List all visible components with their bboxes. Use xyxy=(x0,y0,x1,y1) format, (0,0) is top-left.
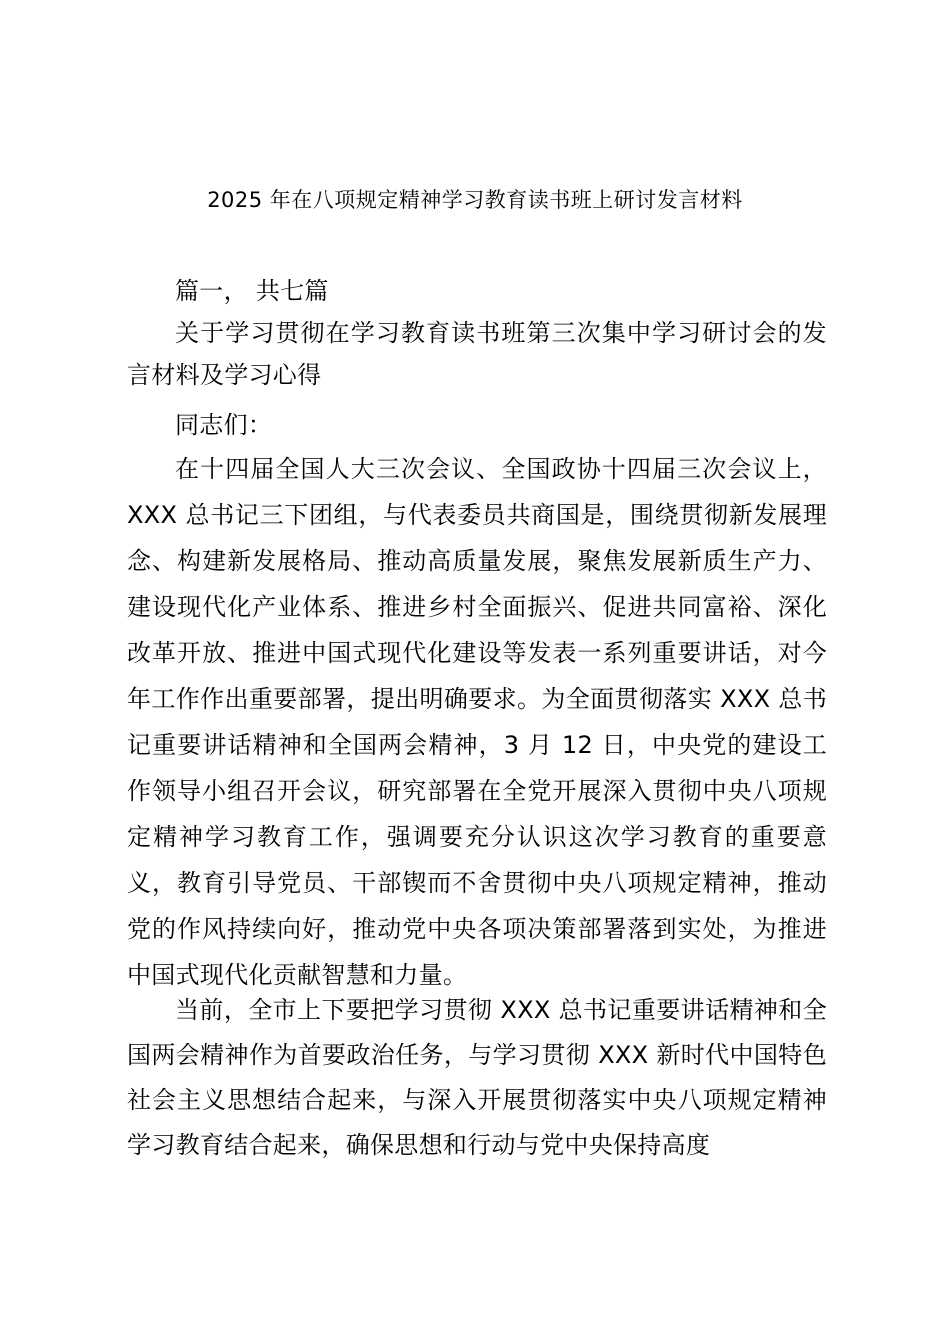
subtitle-block xyxy=(127,312,827,396)
paragraph-2-block xyxy=(127,988,827,1168)
greeting-block xyxy=(127,404,827,446)
series-label-block xyxy=(127,270,827,312)
series-label: 篇一， 共七篇 xyxy=(175,277,329,305)
paragraph-2: 当前，全市上下要把学习贯彻 XXX 总书记重要讲话精神和全国两会精神作为首要政治任务，与学习贯彻 XXX 新时代中国特色社会主义思想结合起来，与深入开展贯彻落实中央八项规定精神学习教育结合起来，确保思想和行动与党中央保持高度 xyxy=(127,996,827,1159)
paragraph-1: 在十四届全国人大三次会议、全国政协十四届三次会议上，XXX 总书记三下团组，与代表委员共商国是，围绕贯彻新发展理念、构建新发展格局、推动高质量发展，聚焦发展新质生产力、建设现代化产业体系、推进乡村全面振兴、促进共同富裕、深化改革开放、推进中国式现代化建设等发表一系列重要讲话，对今年工作作出重要部署，提出明确要求。为全面贯彻落实 XXX 总书记重要讲话精神和全国两会精神，3 月 12 日，中央党的建设工作领导小组召开会议，研究部署在全党开展深入贯彻中央八项规定精神学习教育工作，强调要充分认识这次学习教育的重要意义，教育引导党员、干部锲而不舍贯彻中央八项规定精神，推动党的作风持续向好，推动党中央各项决策部署落到实处，为推进中国式现代化贡献智慧和力量。 xyxy=(127,455,827,989)
greeting: 同志们： xyxy=(175,411,273,439)
subtitle: 关于学习贯彻在学习教育读书班第三次集中学习研讨会的发言材料及学习心得 xyxy=(127,319,827,389)
document-title: 2025 年在八项规定精神学习教育读书班上研讨发言材料 xyxy=(207,188,743,212)
paragraph-1-block xyxy=(127,446,827,998)
